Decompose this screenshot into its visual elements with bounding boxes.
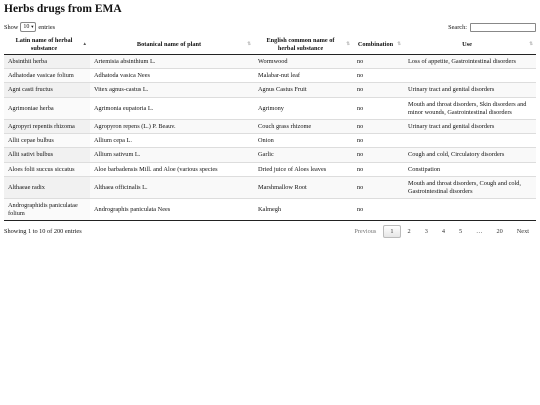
sort-both-icon: ⇅ [247,41,251,46]
cell-common-name: Couch grass rhizome [254,120,353,134]
cell-latin-name: Agropyri repentis rhizoma [4,120,90,134]
cell-latin-name: Allii sativi bulbus [4,148,90,163]
cell-latin-name: Allii cepae bulbus [4,134,90,148]
page-button-2[interactable]: 2 [407,228,411,235]
table-row [4,120,536,134]
column-label: English common name of herbal substance [266,37,335,52]
cell-common-name: Agnus Castus Fruit [254,83,353,98]
table-controls [4,21,536,33]
cell-combination: no [353,148,404,163]
cell-botanical-name: Artemisia absinthium L. [90,55,254,69]
page-button-last[interactable]: 20 [496,228,503,235]
table-row [4,148,536,163]
table-body [4,55,536,221]
cell-combination: no [353,98,404,120]
cell-latin-name: Adhatodae vasicae folium [4,69,90,83]
cell-common-name: Onion [254,134,353,148]
cell-use: Constipation [404,163,536,177]
table-header [4,34,536,55]
table-info: Showing 1 to 10 of 200 entries [4,228,82,235]
sort-both-icon: ⇅ [397,41,401,46]
cell-latin-name: Absinthii herba [4,55,90,69]
cell-common-name: Malabar-nut leaf [254,69,353,83]
cell-combination: no [353,120,404,134]
pagination [347,225,536,238]
length-control [4,22,55,32]
column-label: Latin name of herbal substance [15,37,73,52]
cell-latin-name: Andrographidis paniculatae folium [4,199,90,221]
cell-combination: no [353,177,404,199]
column-label: Botanical name of plant [136,40,202,48]
cell-common-name: Garlic [254,148,353,163]
pagination-ellipsis: … [476,228,483,235]
length-prefix: Show [4,23,19,31]
column-header-latin-name[interactable] [4,34,90,55]
page-button-1[interactable]: 1 [383,225,400,238]
column-label: Combination [357,40,394,48]
cell-botanical-name: Allium sativum L. [90,148,254,163]
cell-combination: no [353,163,404,177]
cell-botanical-name: Althaea officinalis L. [90,177,254,199]
table-row [4,199,536,221]
column-header-combination[interactable] [353,34,404,55]
table-row [4,69,536,83]
cell-latin-name: Agni casti fructus [4,83,90,98]
table-row [4,83,536,98]
cell-botanical-name: Allium cepa L. [90,134,254,148]
cell-latin-name: Aloes folii succus siccatus [4,163,90,177]
search-control [448,23,536,32]
table-row [4,55,536,69]
cell-latin-name: Althaeae radix [4,177,90,199]
table-footer [4,225,536,238]
entries-select-value: 10 [23,24,30,30]
search-input[interactable] [470,23,536,32]
page-button-4[interactable]: 4 [441,228,445,235]
column-header-use[interactable] [404,34,536,55]
sort-asc-icon: ▲ [82,41,87,46]
column-header-common-name[interactable] [254,34,353,55]
search-label: Search: [448,23,467,31]
length-suffix: entries [38,23,56,31]
cell-latin-name: Agrimoniae herba [4,98,90,120]
sort-both-icon: ⇅ [346,41,350,46]
cell-use: Loss of appetite, Gastrointestinal disorders [404,55,536,69]
cell-use [404,69,536,83]
cell-common-name: Agrimony [254,98,353,120]
column-label: Use [462,40,472,48]
cell-botanical-name: Adhatoda vasica Nees [90,69,254,83]
cell-use: Urinary tract and genital disorders [404,120,536,134]
table-row [4,177,536,199]
cell-combination: no [353,69,404,83]
page-button-3[interactable]: 3 [424,228,428,235]
next-page-button[interactable]: Next [516,228,529,235]
table-row [4,134,536,148]
chevron-down-icon: ▼ [30,24,35,29]
entries-select[interactable] [20,22,36,32]
cell-common-name: Wormwood [254,55,353,69]
cell-botanical-name: Agrimonia eupatoria L. [90,98,254,120]
cell-common-name: Marshmallow Root [254,177,353,199]
cell-use [404,199,536,221]
page-title: Herbs drugs from EMA [4,3,122,15]
cell-use: Mouth and throat disorders, Skin disorders and minor wounds, Gastrointestinal disorders [404,98,536,120]
table-row [4,98,536,120]
column-header-botanical-name[interactable] [90,34,254,55]
herbs-table [4,34,536,221]
cell-use [404,134,536,148]
cell-combination: no [353,83,404,98]
page-button-5[interactable]: 5 [459,228,463,235]
cell-combination: no [353,134,404,148]
cell-botanical-name: Andrographis paniculata Nees [90,199,254,221]
cell-botanical-name: Vitex agnus-castus L. [90,83,254,98]
cell-common-name: Kalmegh [254,199,353,221]
cell-common-name: Dried juice of Aloes leaves [254,163,353,177]
cell-botanical-name: Agropyron repens (L.) P. Beauv. [90,120,254,134]
previous-page-button[interactable]: Previous [354,228,377,235]
cell-combination: no [353,55,404,69]
cell-use: Cough and cold, Circulatory disorders [404,148,536,163]
cell-combination: no [353,199,404,221]
table-row [4,163,536,177]
sort-both-icon: ⇅ [529,41,533,46]
cell-use: Urinary tract and genital disorders [404,83,536,98]
cell-botanical-name: Aloe barbadensis Mill. and Aloe (various species [90,163,254,177]
cell-use: Mouth and throat disorders, Cough and cold, Gastrointestinal disorders [404,177,536,199]
